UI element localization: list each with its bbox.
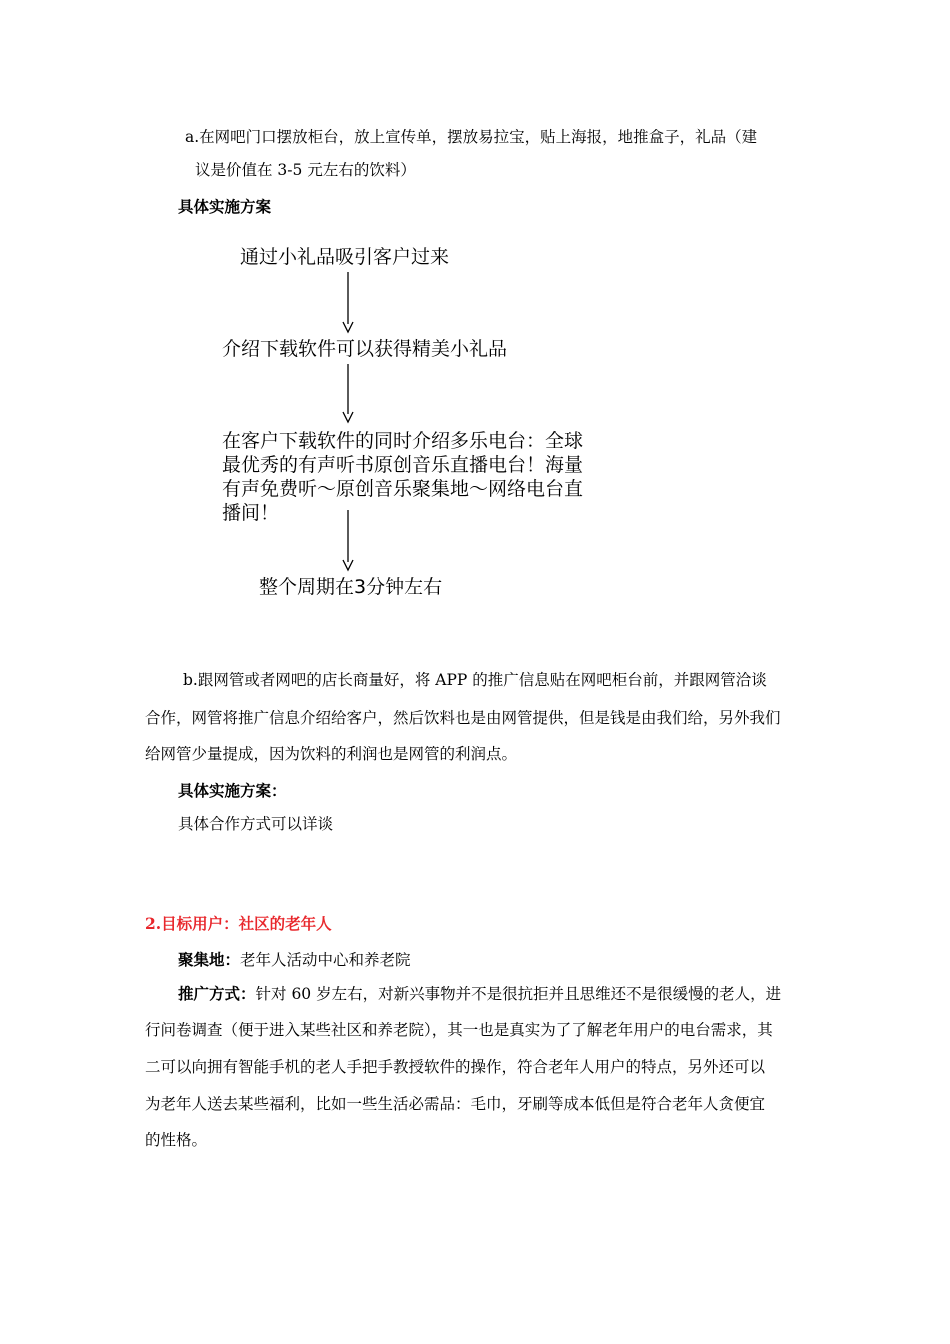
- flow-step-2: 介绍下载软件可以获得精美小礼品: [222, 338, 508, 360]
- flow-arrow-3: [341, 510, 355, 572]
- section-b-plan-heading: 具体实施方案：: [178, 781, 287, 800]
- gather-label: 聚集地：: [178, 950, 241, 969]
- flow-arrow-2: [341, 364, 355, 424]
- promo-line-2: 行问卷调查（便于进入某些社区和养老院），其一也是真实为了了解老年用户的电台需求，其: [145, 1021, 773, 1039]
- promo-line-3: 二可以向拥有智能手机的老人手把手教授软件的操作，符合老年人用户的特点，另外还可以: [145, 1058, 766, 1076]
- promo-label: 推广方式：: [178, 984, 256, 1003]
- gather-line: [178, 950, 411, 970]
- section-b-line-3: 给网管少量提成，因为饮料的利润也是网管的利润点。: [145, 745, 518, 763]
- promo-first-text: 针对 60 岁左右，对新兴事物并不是很抗拒并且思维还不是很缓慢的老人，进: [255, 985, 782, 1003]
- section-a-line-1: a.在网吧门口摆放柜台，放上宣传单，摆放易拉宝，贴上海报，地推盒子，礼品（建: [185, 128, 758, 146]
- flow-step-3-line-3: 有声免费听～原创音乐聚集地～网络电台直: [222, 478, 584, 500]
- flow-arrow-1: [341, 272, 355, 334]
- flow-step-4: 整个周期在3分钟左右: [259, 576, 443, 598]
- promo-line-1: [178, 984, 781, 1004]
- flow-step-3-line-1: 在客户下载软件的同时介绍多乐电台：全球: [222, 430, 584, 452]
- section-a-plan-heading: 具体实施方案: [178, 197, 272, 216]
- promo-line-5: 的性格。: [145, 1131, 208, 1149]
- section-b-line-2: 合作，网管将推广信息介绍给客户，然后饮料也是由网管提供，但是钱是由我们给，另外我们: [145, 709, 781, 727]
- section-b-plan-text: 具体合作方式可以详谈: [178, 815, 334, 833]
- flow-step-3-line-2: 最优秀的有声听书原创音乐直播电台！海量: [222, 454, 584, 476]
- promo-line-4: 为老年人送去某些福利，比如一些生活必需品：毛巾，牙刷等成本低但是符合老年人贪便宜: [145, 1095, 766, 1113]
- flow-step-1: 通过小礼品吸引客户过来: [240, 246, 450, 268]
- section-b-line-1: b.跟网管或者网吧的店长商量好，将 APP 的推广信息贴在网吧柜台前，并跟网管洽谈: [183, 671, 767, 689]
- section-a-line-2: 议是价值在 3-5 元左右的饮料）: [195, 161, 416, 179]
- flow-step-3-line-4: 播间！: [222, 502, 280, 524]
- section-2-heading: 2.目标用户：社区的老年人: [145, 914, 332, 933]
- gather-text: 老年人活动中心和养老院: [240, 951, 411, 969]
